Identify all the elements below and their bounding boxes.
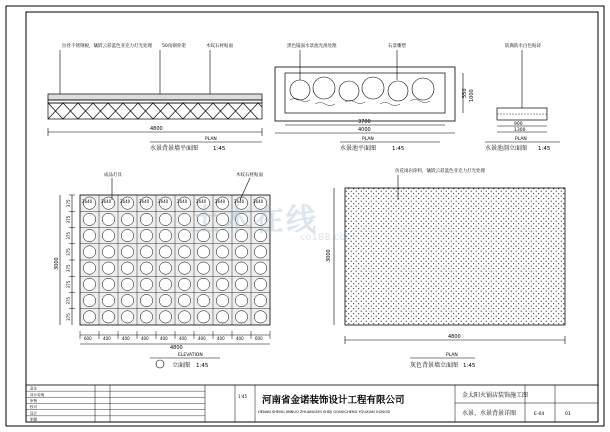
lamp-fixture	[254, 294, 266, 306]
title-block-rows	[26, 386, 205, 422]
column-label: 2640	[82, 199, 93, 204]
lamp-fixture	[159, 213, 171, 225]
lamp-fixture	[254, 229, 266, 241]
lamp-fixture	[140, 278, 152, 290]
tm-dim-v1: 550	[462, 88, 468, 98]
tm-plan-label: PLAN	[362, 137, 374, 142]
width-dim-label: 400	[198, 336, 206, 341]
tr-dim-1: 900	[514, 122, 523, 127]
lamp-fixture	[159, 311, 171, 323]
column-label: 2640	[215, 199, 226, 204]
lamp-fixture	[235, 294, 247, 306]
lamp-fixture	[235, 246, 247, 258]
stone-6	[412, 78, 434, 100]
lamp-fixture	[235, 278, 247, 290]
column-label: 2640	[253, 199, 264, 204]
lamp-fixture	[159, 262, 171, 274]
lamp-fixture	[197, 262, 209, 274]
lamp-fixture	[254, 278, 266, 290]
tm-title: 水景池平面图	[340, 145, 377, 152]
lamp-fixture	[216, 262, 228, 274]
tm-dim-2: 4000	[358, 127, 371, 133]
lamp-fixture	[121, 229, 133, 241]
re-plan-label: PLAN	[446, 353, 458, 358]
grey-wall-elevation	[326, 167, 565, 369]
lamp-fixture	[178, 246, 190, 258]
tl-note-2: 50角钢骨架	[162, 44, 186, 49]
lamp-fixture	[197, 246, 209, 258]
el-total-h: 3000	[54, 257, 60, 270]
lamp-fixture	[235, 311, 247, 323]
lamp-fixture	[178, 311, 190, 323]
lamp-fixture	[235, 229, 247, 241]
re-title: 灰色背景墙立面图	[410, 362, 459, 369]
bottom-width-dims	[80, 331, 270, 341]
tl-note-1: 拉丝不锈钢板，镶嵌云彩蓝色亚克力灯光处理	[62, 44, 152, 49]
pool-inner	[285, 73, 445, 113]
company-name-en: HENAN SHENG JINNUO ZHUANGSHI SHEJI GONGCHENG YOUXIAN GONGSI	[258, 410, 391, 414]
stone-5	[388, 81, 408, 101]
lamp-fixture	[254, 311, 266, 323]
stone-4	[362, 77, 384, 99]
lamp-fixture	[121, 213, 133, 225]
lamp-fixture	[197, 229, 209, 241]
lamp-fixture	[121, 246, 133, 258]
lamp-fixture	[140, 246, 152, 258]
re-scale: 1:45	[463, 363, 476, 369]
height-dim-label: 375	[66, 248, 71, 256]
title-block	[26, 385, 598, 422]
el-note-1: 成品灯具	[104, 173, 122, 178]
lamp-fixture	[216, 278, 228, 290]
lamp-fixture	[159, 294, 171, 306]
lamp-fixture	[121, 278, 133, 290]
column-label: 2640	[234, 199, 245, 204]
tr-scale: 1:45	[538, 146, 551, 152]
lamp-fixture	[216, 246, 228, 258]
re-dim-h: 3000	[326, 249, 332, 262]
width-dim-label: 400	[179, 336, 187, 341]
stone-3	[339, 81, 359, 101]
el-total-w: 4800	[170, 345, 183, 351]
revision: 01	[565, 412, 571, 417]
lamp-fixture	[83, 311, 95, 323]
height-dim-label: 375	[66, 296, 71, 305]
lamp-fixture	[178, 294, 190, 306]
tr-dim-2: 1300	[514, 128, 526, 133]
lamp-fixture	[83, 229, 95, 241]
lamp-fixture	[83, 278, 95, 290]
left-height-dims	[66, 195, 75, 321]
stone-1	[290, 80, 310, 100]
lamp-fixture	[102, 262, 114, 274]
tm-note-1: 黑色镜面水景池光滑处理	[287, 44, 337, 49]
height-dim-label: 375	[66, 199, 71, 208]
plan-band-2	[48, 100, 262, 103]
lamp-fixture	[102, 278, 114, 290]
lamp-fixture	[140, 262, 152, 274]
width-dim-label: 400	[122, 336, 130, 341]
lamp-fixture	[178, 213, 190, 225]
tr-plan-label: PLAN	[515, 137, 527, 142]
watermark: 土木在线	[190, 203, 318, 238]
lamp-fixture	[121, 262, 133, 274]
stone-2	[313, 77, 335, 99]
tl-scale: 1:45	[213, 146, 226, 152]
lamp-fixture	[235, 213, 247, 225]
lamp-fixture	[140, 229, 152, 241]
title-block-row-label: 校对	[30, 405, 38, 410]
lamp-fixture	[178, 278, 190, 290]
column-label: 2640	[196, 199, 207, 204]
width-dim-label: 400	[160, 336, 168, 341]
lamp-fixture	[121, 311, 133, 323]
el-scale: 1:45	[196, 363, 209, 369]
lamp-fixture	[197, 278, 209, 290]
lamp-fixture	[216, 294, 228, 306]
lamp-fixture	[197, 213, 209, 225]
lamp-fixture	[254, 262, 266, 274]
el-title: 立面图	[172, 362, 191, 369]
lamp-fixture	[102, 311, 114, 323]
section-marker	[156, 360, 164, 368]
lamp-fixture	[83, 262, 95, 274]
plan-top-band	[48, 94, 262, 100]
lamp-fixture	[197, 311, 209, 323]
lamp-fixture	[254, 213, 266, 225]
tm-scale: 1:45	[392, 146, 405, 152]
lamp-fixture	[178, 262, 190, 274]
lamp-grid	[80, 195, 270, 325]
height-dim-label: 375	[66, 215, 71, 224]
lamp-fixture	[216, 311, 228, 323]
lamp-fixture	[102, 213, 114, 225]
title-block-row-label: 设计说明	[30, 392, 45, 397]
height-dim-label: 375	[66, 264, 71, 273]
tl-note-3: 木纹石材贴面	[206, 44, 233, 49]
drawing-no: E-04	[534, 412, 545, 417]
lamp-fixture	[159, 229, 171, 241]
width-dim-label: 600	[84, 336, 92, 341]
lamp-fixture	[178, 229, 190, 241]
water-waves	[290, 99, 430, 106]
lamp-fixture	[83, 213, 95, 225]
height-dim-label: 375	[66, 231, 71, 240]
lamp-fixture	[102, 294, 114, 306]
lamp-fixture	[197, 294, 209, 306]
watermark-sub: co188.com	[300, 232, 356, 243]
tr-title: 水景池剖立面图	[485, 145, 528, 152]
height-dim-label: 375	[66, 280, 71, 289]
title-block-row-label: 审核	[30, 399, 38, 403]
tm-note-2: 石景雕塑	[388, 44, 406, 49]
lamp-fixture	[140, 213, 152, 225]
lamp-fixture	[254, 246, 266, 258]
column-label: 2640	[101, 199, 112, 204]
width-dim-label: 400	[217, 336, 225, 341]
width-dim-label: 600	[255, 336, 263, 341]
lamp-fixture	[102, 246, 114, 258]
tl-dim-total: 4800	[150, 126, 163, 132]
column-label: 2640	[158, 199, 169, 204]
lamp-fixture	[159, 278, 171, 290]
stone-sculptures	[290, 77, 434, 101]
top-left-plan	[48, 42, 262, 152]
lamp-fixture	[83, 294, 95, 306]
tm-dim-1: 3700	[358, 119, 371, 125]
project-name: 金太阳火锅店装饰施工图	[462, 392, 529, 399]
lamp-fixture	[140, 294, 152, 306]
column-label: 2640	[139, 199, 150, 204]
tm-dim-v2: 1000	[469, 89, 475, 102]
title-block-row-label: 设计	[30, 411, 38, 416]
re-dim-w: 4800	[448, 334, 461, 340]
width-dim-label: 400	[103, 336, 111, 341]
dotted-wall	[345, 188, 565, 325]
lamp-fixture	[216, 213, 228, 225]
top-mid-plan	[275, 42, 475, 152]
lamp-fixture	[235, 262, 247, 274]
lamp-fixture	[216, 229, 228, 241]
el-elev-label: ELEVATION	[178, 353, 203, 358]
el-note-2: 木纹石材贴面	[236, 173, 263, 178]
lamp-fixture	[102, 229, 114, 241]
lamp-fixture	[83, 246, 95, 258]
lamp-fixture	[121, 294, 133, 306]
title-block-row-label: 制图	[30, 417, 38, 422]
plan-truss-zigzag-2	[48, 103, 258, 119]
elevation-grid-view	[54, 171, 270, 369]
lamp-fixture	[140, 311, 152, 323]
width-dim-label: 400	[236, 336, 244, 341]
title-block-row-label: 备注	[30, 386, 38, 391]
drawing-name: 水景、水景背景详图	[462, 410, 517, 417]
lamp-fixture	[159, 246, 171, 258]
tl-title: 水景背景墙平面图	[150, 145, 199, 152]
column-label: 2640	[177, 199, 188, 204]
company-name: 河南省金诺装饰设计工程有限公司	[262, 395, 405, 406]
top-right-section	[485, 42, 560, 152]
tb-scale: 1:45	[238, 394, 247, 399]
height-dim-label: 375	[66, 313, 71, 321]
tr-note: 防腐防水白色贴砖	[505, 44, 541, 49]
column-label: 2640	[120, 199, 131, 204]
tl-plan-label: PLAN	[205, 137, 217, 142]
width-dim-label: 400	[141, 336, 149, 341]
re-note: 仿花岗岩涂料，镶嵌云彩蓝色亚克力灯光处理	[395, 169, 485, 174]
